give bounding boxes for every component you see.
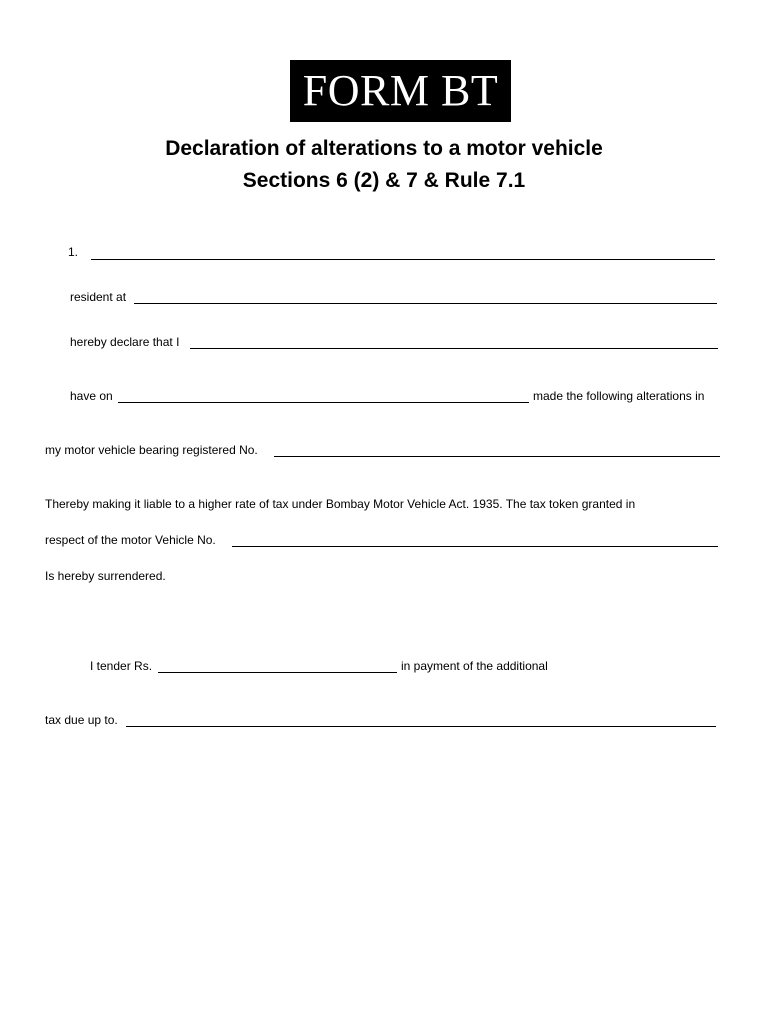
liability-text: Thereby making it liable to a higher rate of tax under Bombay Motor Vehicle Act. 1935. The tax token granted in (45, 497, 636, 511)
page-subtitle: Sections 6 (2) & 7 & Rule 7.1 (242, 169, 526, 192)
resident-label: resident at (70, 290, 127, 304)
respect-label: respect of the motor Vehicle No. (45, 533, 216, 547)
have-on-label: have on (70, 389, 113, 403)
page-title: Declaration of alterations to a motor vehicle (165, 137, 603, 160)
form-label: FORM BT (290, 60, 511, 122)
item-number: 1. (68, 245, 79, 259)
vehicle-number-field[interactable] (232, 546, 718, 547)
tender-label: I tender Rs. (90, 659, 153, 673)
declarant-field[interactable] (190, 348, 718, 349)
tax-due-label: tax due up to. (45, 713, 118, 727)
amount-field[interactable] (158, 672, 397, 673)
tax-due-date-field[interactable] (126, 726, 716, 727)
address-field[interactable] (134, 303, 717, 304)
name-field[interactable] (91, 259, 715, 260)
registration-number-field[interactable] (274, 456, 720, 457)
surrendered-text: Is hereby surrendered. (45, 569, 166, 583)
alterations-label: made the following alterations in (533, 389, 705, 403)
declare-label: hereby declare that I (70, 335, 180, 349)
payment-label: in payment of the additional (401, 659, 548, 673)
registered-label: my motor vehicle bearing registered No. (45, 443, 258, 457)
date-field[interactable] (118, 402, 529, 403)
